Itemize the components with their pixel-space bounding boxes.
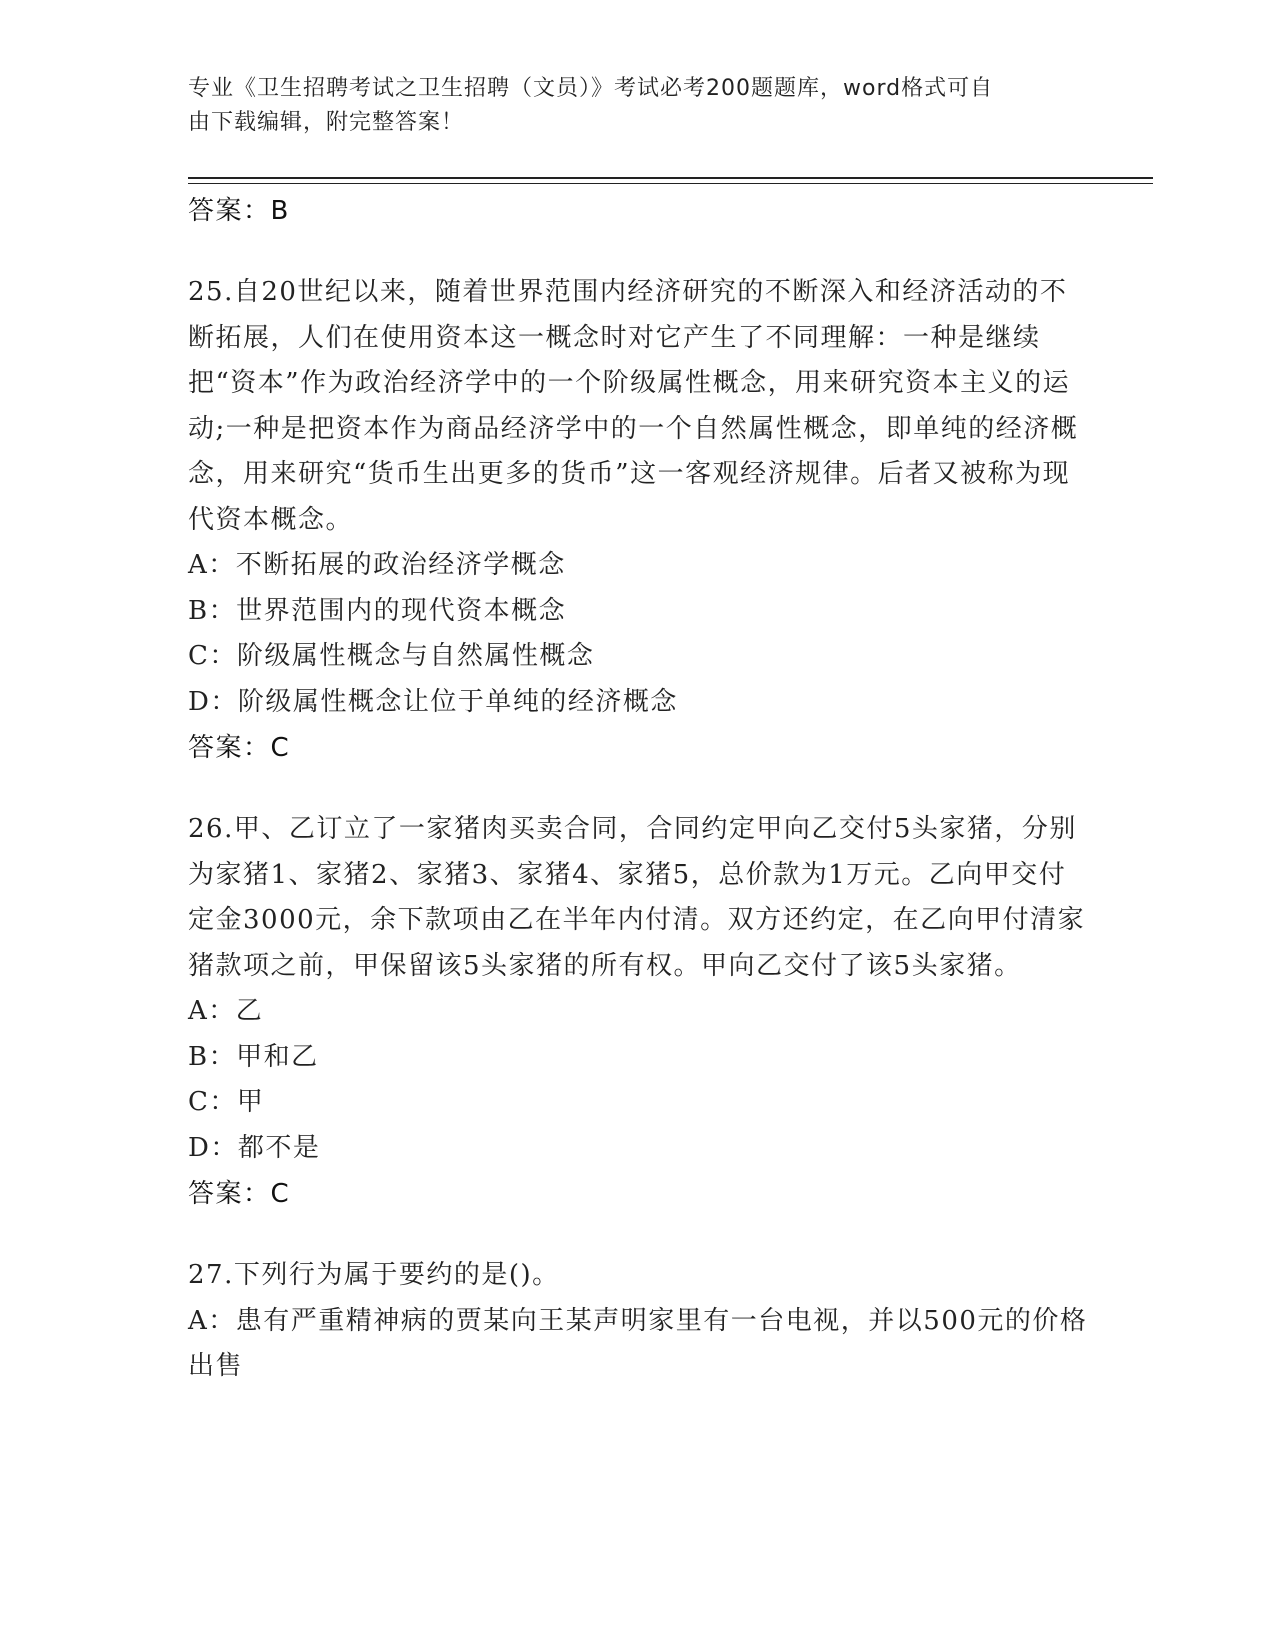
- page-header: [188, 72, 1088, 140]
- previous-answer: 答案：B: [188, 196, 290, 226]
- question-content: [188, 188, 1088, 1390]
- option-d: D：阶级属性概念让位于单纯的经济概念: [188, 686, 678, 717]
- option-c: C：甲: [188, 1087, 265, 1117]
- question-answer: 答案：C: [188, 733, 291, 763]
- header-line-2: 由下载编辑，附完整答案！: [188, 110, 465, 135]
- spacer: [188, 771, 1088, 807]
- question-block-26: [188, 807, 1088, 1217]
- question-block-27: [188, 1253, 1088, 1390]
- question-text: 26.甲、乙订立了一家猪肉买卖合同，合同约定甲向乙交付5头家猪，分别为家猪1、家猪2、家猪3、家猪4、家猪5，总价款为1万元。乙向甲交付定金3000元，余下款项由乙在半年内付清。双方还约定，在乙向甲付清家猪款项之前，甲保留该5头家猪的所有权。甲向乙交付了该5头家猪。: [188, 814, 1086, 981]
- header-rule-thin: [188, 183, 1153, 184]
- option-a: A：乙: [188, 996, 264, 1026]
- question-text: 25.自20世纪以来，随着世界范围内经济研究的不断深入和经济活动的不断拓展，人们在使用资本这一概念时对它产生了不同理解：一种是继续把“资本”作为政治经济学中的一个阶级属性概念，用来研究资本主义的运动;一种是把资本作为商品经济学中的一个自然属性概念，即单纯的经济概念，用来研究“货币生出更多的货币”这一客观经济规律。后者又被称为现代资本概念。: [188, 277, 1079, 535]
- spacer: [188, 1217, 1088, 1253]
- header-rule-thick: [188, 177, 1153, 179]
- option-d: D：都不是: [188, 1132, 321, 1163]
- option-b: B：甲和乙: [188, 1041, 319, 1072]
- option-b: B：世界范围内的现代资本概念: [188, 595, 567, 626]
- question-block-25: [188, 270, 1088, 771]
- option-a: A：不断拓展的政治经济学概念: [188, 550, 566, 580]
- question-text: 27.下列行为属于要约的是()。: [188, 1260, 560, 1290]
- option-c: C：阶级属性概念与自然属性概念: [188, 641, 595, 671]
- header-line-1: 专业《卫生招聘考试之卫生招聘（文员）》考试必考200题题库，word格式可自: [188, 76, 994, 101]
- spacer: [188, 234, 1088, 270]
- question-answer: 答案：C: [188, 1179, 291, 1209]
- option-a: A：患有严重精神病的贾某向王某声明家里有一台电视，并以500元的价格出售: [188, 1305, 1088, 1381]
